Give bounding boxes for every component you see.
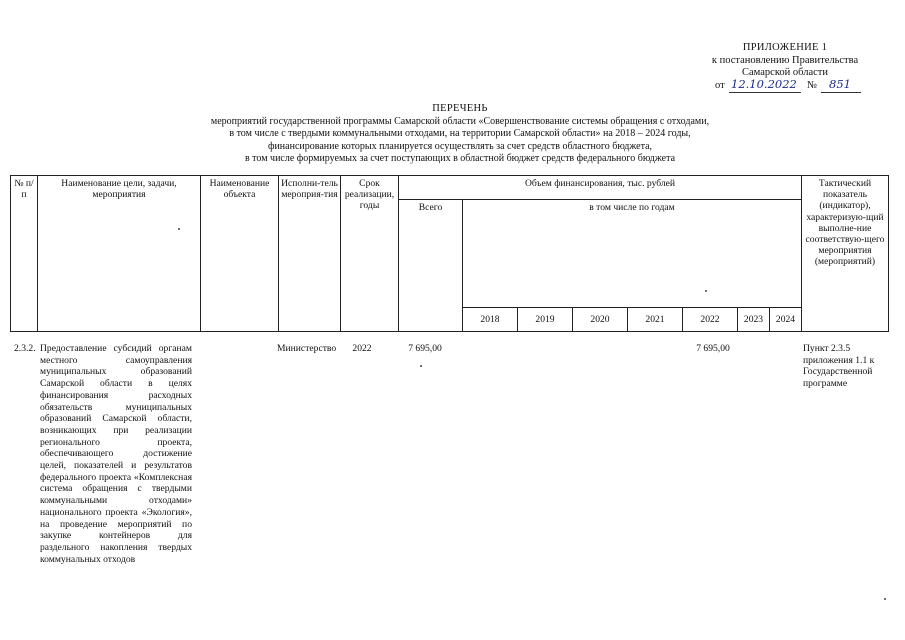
scan-speck (705, 290, 707, 292)
number-handwritten: 851 (829, 77, 851, 91)
row-term: 2022 (352, 343, 372, 354)
scan-speck (884, 598, 886, 600)
header-executor: Исполни-тель мероприя-тия (279, 176, 341, 332)
heading-line3: финансирование которых планируется осуществлять за счет средств областного бюджета, (267, 140, 653, 152)
document-heading (150, 103, 770, 166)
row-num: 2.3.2. (14, 343, 36, 354)
header-indicator: Тактический показатель (индикатор), характеризую-щий выполне-ние соответствую-щего мероприятия (мероприятий) (802, 176, 889, 332)
header-year-2024: 2024 (770, 308, 802, 332)
appendix-title: ПРИЛОЖЕНИЕ 1 (742, 42, 828, 53)
header-total: Всего (399, 200, 463, 332)
row-description: Предоставление субсидий органам местного самоуправления муниципальных образований Самарской области в целях финансирования расходных обязательств муниципальных образований Самарской области, возникающих при реализации регионального проекта, обеспечивающего достижение целей, показателей и результатов федерального проекта «Комплексная система обращения с твердыми коммунальными отходами» национального проекта «Экология», на проведение мероприятий по закупке контейнеров для раздельного накопления твердых коммунальных отходов (40, 343, 192, 565)
scan-speck (178, 228, 180, 230)
header-num: № п/п (11, 176, 38, 332)
header-year-2022: 2022 (683, 308, 738, 332)
row-total: 7 695,00 (408, 343, 442, 354)
appendix-date-number (715, 77, 865, 94)
scan-speck (420, 365, 422, 367)
appendix-block (700, 42, 870, 80)
header-year-2019: 2019 (518, 308, 573, 332)
appendix-line2: Самарской области (742, 67, 828, 78)
financing-table-header (10, 175, 889, 332)
date-handwritten: 12.10.2022 (731, 77, 797, 91)
row-indicator: Пункт 2.3.5 приложения 1.1 к Государственной программе (803, 343, 875, 390)
header-by-years: в том числе по годам (463, 200, 802, 308)
header-year-2020: 2020 (573, 308, 628, 332)
header-year-2021: 2021 (628, 308, 683, 332)
header-term: Срок реализации, годы (341, 176, 399, 332)
heading-line1: мероприятий государственной программы Самарской области «Совершенствование системы обращения с отходами, (210, 115, 710, 127)
header-year-2023: 2023 (738, 308, 770, 332)
header-name: Наименование цели, задачи, мероприятия (38, 176, 201, 332)
heading-title: ПЕРЕЧЕНЬ (432, 103, 488, 114)
header-financing: Объем финансирования, тыс. рублей (399, 176, 802, 200)
header-year-2018: 2018 (463, 308, 518, 332)
header-object: Наименование объекта (201, 176, 279, 332)
number-prefix: № (807, 80, 818, 91)
row-executor: Министерство (277, 343, 337, 354)
date-prefix: от (715, 80, 725, 91)
heading-line4: в том числе формируемых за счет поступающих в областной бюджет средств федерального бюджета (244, 153, 676, 165)
row-2022-amount: 7 695,00 (696, 343, 730, 354)
appendix-line1: к постановлению Правительства (711, 54, 859, 66)
heading-line2: в том числе с твердыми коммунальными отходами, на территории Самарской области» на 2018 – 2024 годы, (229, 128, 691, 140)
